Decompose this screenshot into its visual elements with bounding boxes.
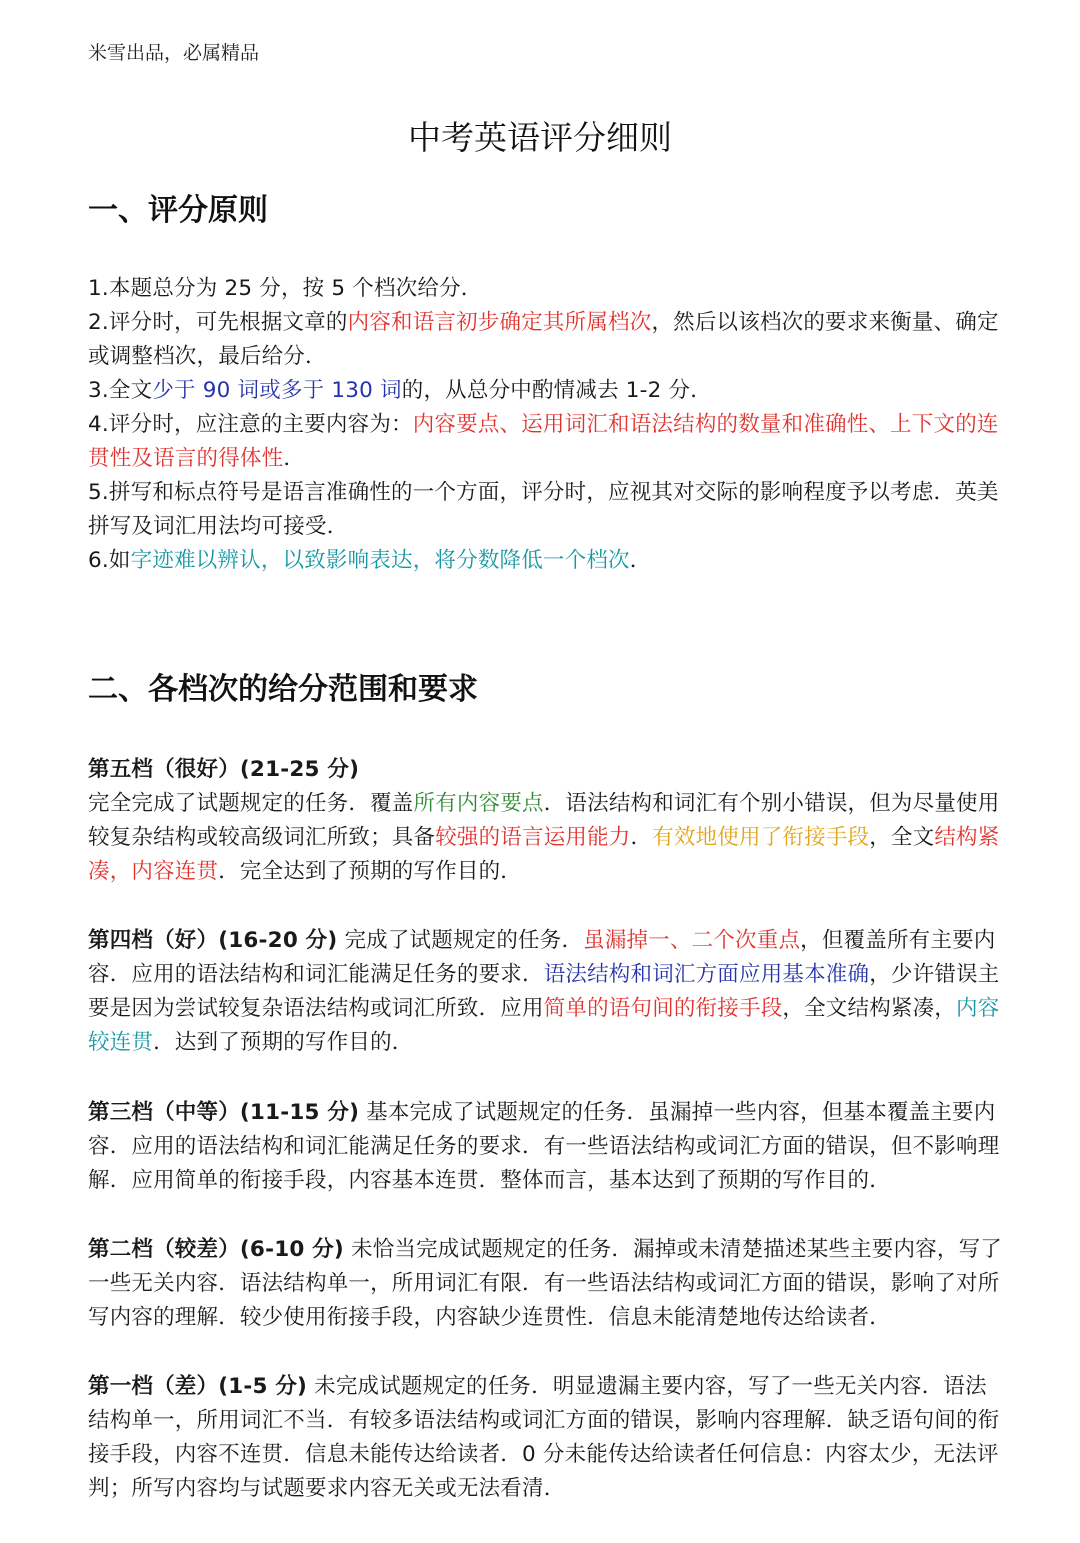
level-label: 第五档（很好）(21-25 分) [88,757,360,782]
body-text: ．达到了预期的写作目的． [153,1030,414,1055]
body-text: ，然后以该档次的要求来衡量、确定或调整档次，最后给分． [88,310,999,369]
body-text: 2.评分时，可先根据文章的 [88,310,348,335]
body-text: ，全文 [869,825,935,850]
principle-item [88,544,1003,578]
body-text: 未恰当完成试题规定的任务．漏掉或未清楚描述某些主要内容，写了一些无关内容．语法结构单一，所用词汇有限．有一些语法结构或词汇方面的错误，影响了对所写内容的理解．较少使用衔接手段，内容缺少连贯性．信息未能清楚地传达给读者． [88,1237,1002,1330]
level-paragraph [88,1233,1003,1335]
body-text: 完全完成了试题规定的任务．覆盖 [88,791,414,816]
body-text: 的，从总分中酌情减去 1-2 分． [401,378,712,403]
level-label: 第二档（较差）(6-10 分) [88,1237,344,1262]
body-text: ． [629,548,652,573]
highlighted-text: 字迹难以辨认，以致影响表达，将分数降低一个档次 [130,548,630,573]
section-heading-principles: 一、评分原则 [88,193,268,228]
body-text: ．完全达到了预期的写作目的． [218,859,523,884]
level-paragraph [88,1096,1003,1198]
level-text [88,753,1003,889]
body-text: 5.拼写和标点符号是语言准确性的一个方面，评分时，应视其对交际的影响程度予以考虑．英美拼写及词汇用法均可接受． [88,480,999,539]
level-label: 第四档（好）(16-20 分) [88,928,338,953]
body-text: ，全文结构紧凑， [782,996,957,1021]
body-text: ． [630,825,653,850]
level-label: 第三档（中等）(11-15 分) [88,1100,360,1125]
principle-item [88,272,1003,306]
body-text: ．语法结构和词汇有个别小错误，但为尽量使用较复杂结构或较高级词汇所致；具备 [88,791,1000,850]
highlighted-text: 结构紧凑，内容连贯 [88,825,1000,884]
principle-item [88,408,1003,476]
highlighted-text: 较强的语言运用能力 [435,825,631,850]
level-text [88,1370,1003,1506]
highlighted-text: 虽漏掉一、二个次重点 [583,928,801,953]
body-text: 完成了试题规定的任务． [337,928,584,953]
body-text: 1.本题总分为 25 分，按 5 个档次给分． [88,276,483,301]
level-paragraph [88,753,1003,889]
highlighted-text: 简单的语句间的衔接手段 [543,996,783,1021]
principles-list [88,272,1003,578]
body-text: ，少许错误主要是因为尝试较复杂语法结构或词汇所致．应用 [88,962,1000,1021]
highlighted-text: 内容较连贯 [88,996,1000,1055]
level-label: 第一档（差）(1-5 分) [88,1374,308,1399]
section-heading-levels: 二、各档次的给分范围和要求 [88,672,478,707]
highlighted-text: 内容要点、运用词汇和语法结构的数量和准确性、上下文的连贯性及语言的得体性 [88,412,999,471]
body-text: ． [283,446,306,471]
highlighted-text: 少于 90 词或多于 130 词 [152,378,402,403]
body-text: 基本完成了试题规定的任务．虽漏掉一些内容，但基本覆盖主要内容．应用的语法结构和词汇能满足任务的要求．有一些语法结构或词汇方面的错误，但不影响理解．应用简单的衔接手段，内容基本连贯．整体而言，基本达到了预期的写作目的． [88,1100,1000,1193]
body-text: ，但覆盖所有主要内容．应用的语法结构和词汇能满足任务的要求． [88,928,996,987]
highlighted-text: 语法结构和词汇方面应用基本准确 [543,962,870,987]
highlighted-text: 所有内容要点 [413,791,544,816]
level-paragraph [88,1370,1003,1506]
principle-item [88,476,1003,544]
highlighted-text: 有效地使用了衔接手段 [652,825,870,850]
page-title: 中考英语评分细则 [408,118,672,157]
body-text: 4.评分时，应注意的主要内容为： [88,412,413,437]
level-paragraph [88,924,1003,1060]
level-text [88,1096,1003,1198]
body-text: 3.全文 [88,378,153,403]
level-text [88,924,1003,1060]
level-text [88,1233,1003,1335]
body-text: 6.如 [88,548,131,573]
principle-item [88,306,1003,374]
principle-item [88,374,1003,408]
body-text: 未完成试题规定的任务．明显遗漏主要内容，写了一些无关内容．语法结构单一，所用词汇不当．有较多语法结构或词汇方面的错误，影响内容理解．缺乏语句间的衔接手段，内容不连贯．信息未能传达给读者．0 分未能传达给读者任何信息：内容太少，无法评判；所写内容均与试题要求内容无关或无法看清． [88,1374,1000,1501]
watermark-text: 米雪出品，必属精品 [88,42,260,64]
highlighted-text: 内容和语言初步确定其所属档次 [347,310,652,335]
